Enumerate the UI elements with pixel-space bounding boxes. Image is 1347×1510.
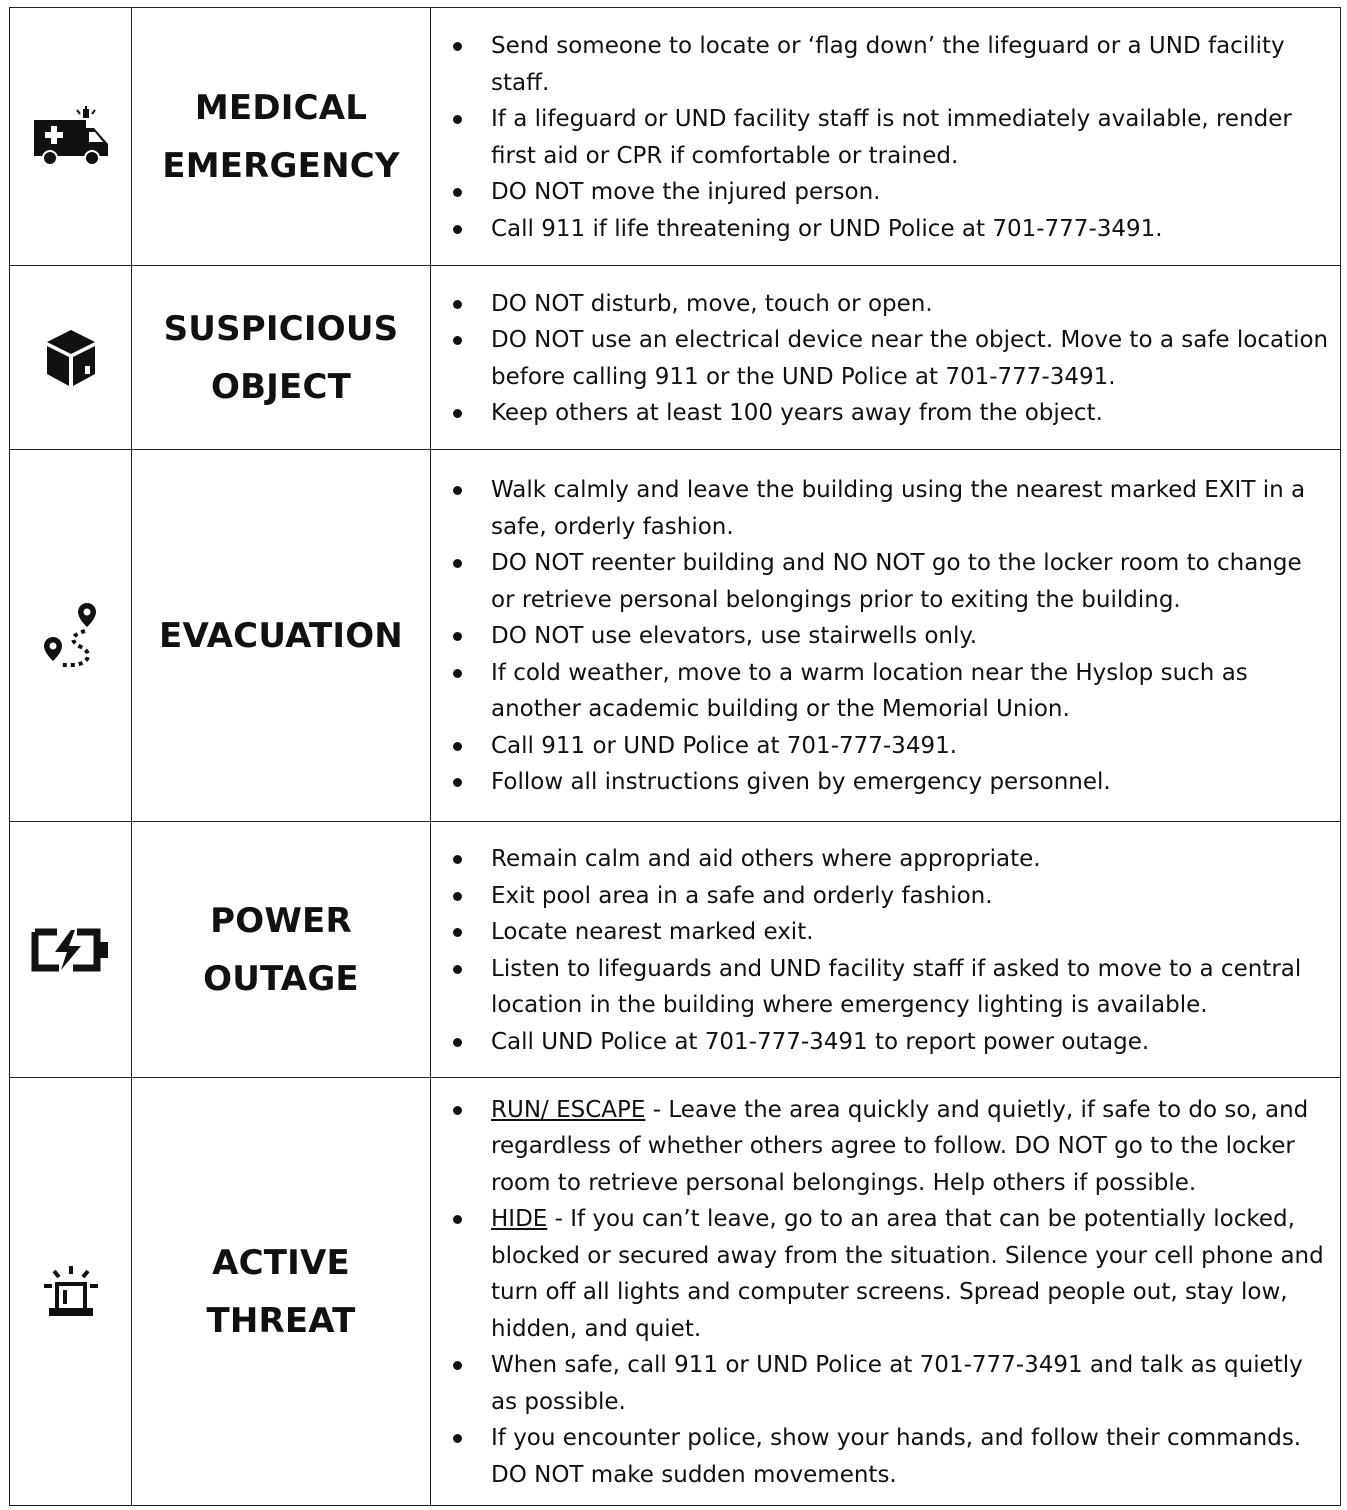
step-item: Send someone to locate or ‘flag down’ the lifeguard or a UND facility staff. bbox=[491, 28, 1332, 101]
row-medical-emergency bbox=[10, 8, 1341, 266]
steps-list bbox=[431, 1090, 1340, 1494]
step-item: DO NOT use elevators, use stairwells only. bbox=[491, 618, 1332, 655]
title-line: SUSPICIOUS bbox=[163, 308, 399, 349]
step-text: - If you can’t leave, go to an area that can be potentially locked, blocked or secured away from the situation. Silence your cell phone and turn off all lights and computer screens. Spread people out, stay low, hidden, and quiet. bbox=[491, 1206, 1324, 1342]
step-item: DO NOT disturb, move, touch or open. bbox=[491, 286, 1332, 323]
title-line: OUTAGE bbox=[203, 958, 359, 999]
emergency-procedures-table bbox=[9, 7, 1341, 1506]
row-suspicious-object bbox=[10, 266, 1341, 450]
title-line: OBJECT bbox=[210, 366, 352, 407]
icon-cell bbox=[10, 822, 132, 1078]
step-item: Listen to lifeguards and UND facility staff if asked to move to a central location in the building where emergency lighting is available. bbox=[491, 951, 1332, 1024]
title-line: EVACUATION bbox=[159, 615, 403, 656]
icon-cell bbox=[10, 450, 132, 822]
row-power-outage bbox=[10, 822, 1341, 1078]
step-item: Remain calm and aid others where appropriate. bbox=[491, 841, 1332, 878]
step-item: DO NOT use an electrical device near the object. Move to a safe location before calling 911 or the UND Police at 701-777-3491. bbox=[491, 322, 1332, 395]
steps-cell bbox=[431, 822, 1341, 1078]
row-evacuation bbox=[10, 450, 1341, 822]
step-item: Walk calmly and leave the building using the nearest marked EXIT in a safe, orderly fashion. bbox=[491, 472, 1332, 545]
row-title bbox=[132, 8, 431, 266]
step-item: DO NOT reenter building and NO NOT go to the locker room to change or retrieve personal belongings prior to exiting the building. bbox=[491, 545, 1332, 618]
step-item: Keep others at least 100 years away from the object. bbox=[491, 395, 1332, 432]
step-item: Exit pool area in a safe and orderly fashion. bbox=[491, 878, 1332, 915]
title-line: POWER bbox=[210, 900, 352, 941]
route-icon bbox=[10, 601, 131, 671]
row-title bbox=[132, 822, 431, 1078]
step-lead: HIDE bbox=[491, 1206, 548, 1233]
steps-list bbox=[431, 839, 1340, 1060]
step-lead: RUN/ ESCAPE bbox=[491, 1096, 646, 1123]
title-line: ACTIVE bbox=[212, 1242, 350, 1283]
step-item: When safe, call 911 or UND Police at 701-777-3491 and talk as quietly as possible. bbox=[491, 1347, 1332, 1420]
steps-list bbox=[431, 284, 1340, 432]
siren-icon bbox=[10, 1266, 131, 1318]
icon-cell bbox=[10, 8, 132, 266]
title-line: THREAT bbox=[206, 1300, 356, 1341]
icon-cell bbox=[10, 1078, 132, 1506]
box-icon bbox=[10, 328, 131, 388]
steps-cell bbox=[431, 1078, 1341, 1506]
step-item: Locate nearest marked exit. bbox=[491, 914, 1332, 951]
row-title bbox=[132, 266, 431, 450]
step-item: Call 911 if life threatening or UND Police at 701-777-3491. bbox=[491, 211, 1332, 248]
title-line: MEDICAL bbox=[194, 87, 368, 128]
ambulance-icon bbox=[10, 106, 131, 168]
steps-cell bbox=[431, 266, 1341, 450]
step-item bbox=[491, 1092, 1332, 1202]
step-item: DO NOT move the injured person. bbox=[491, 174, 1332, 211]
step-item: Call 911 or UND Police at 701-777-3491. bbox=[491, 728, 1332, 765]
step-item bbox=[491, 1201, 1332, 1347]
steps-list bbox=[431, 470, 1340, 801]
step-item: If cold weather, move to a warm location near the Hyslop such as another academic building or the Memorial Union. bbox=[491, 655, 1332, 728]
row-active-threat bbox=[10, 1078, 1341, 1506]
battery-bolt-icon bbox=[10, 928, 131, 972]
row-title bbox=[132, 1078, 431, 1506]
step-item: If a lifeguard or UND facility staff is not immediately available, render first aid or CPR if comfortable or trained. bbox=[491, 101, 1332, 174]
step-item: Follow all instructions given by emergency personnel. bbox=[491, 764, 1332, 801]
step-item: If you encounter police, show your hands, and follow their commands. DO NOT make sudden movements. bbox=[491, 1420, 1332, 1493]
step-text: - Leave the area quickly and quietly, if safe to do so, and regardless of whether others agree to follow. DO NOT go to the locker room to retrieve personal belongings. Help others if possible. bbox=[491, 1096, 1309, 1196]
row-title bbox=[132, 450, 431, 822]
step-item: Call UND Police at 701-777-3491 to report power outage. bbox=[491, 1024, 1332, 1061]
steps-cell bbox=[431, 8, 1341, 266]
icon-cell bbox=[10, 266, 132, 450]
steps-cell bbox=[431, 450, 1341, 822]
title-line: EMERGENCY bbox=[162, 145, 400, 186]
steps-list bbox=[431, 26, 1340, 247]
